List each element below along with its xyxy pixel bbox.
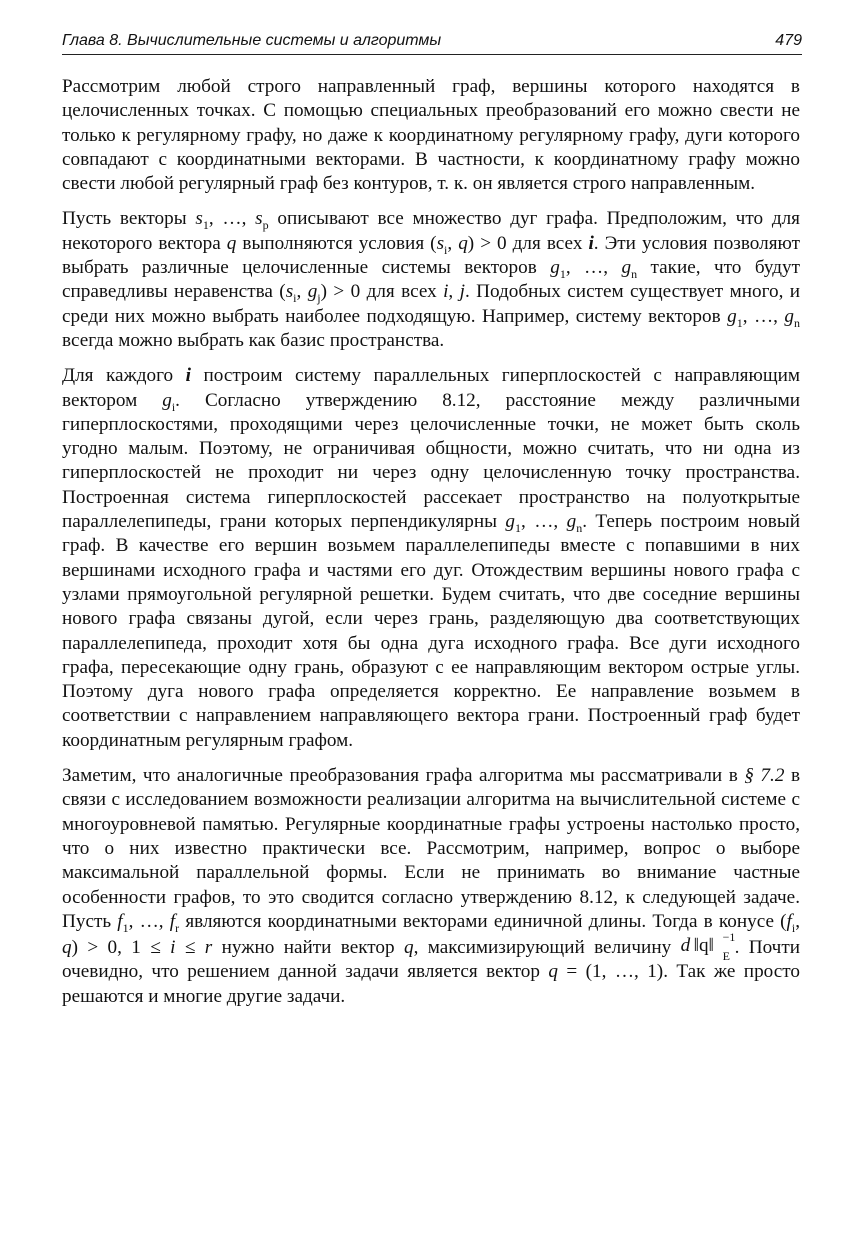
page-number: 479 (775, 32, 802, 49)
running-header (62, 30, 802, 55)
paragraph-1: Рассмотрим любой строго направленный граф, вершины которого находятся в целочисленных точках. С помощью специальных преобразований его можно свести не только к регулярному графу, но даже к координатному регулярному графу, дуги которого совпадают с координатными векторами. В частности, к координатному графу можно свести любой регулярный граф без контуров, т. к. он является строго направленным. (62, 76, 800, 195)
paragraph-3: Для каждого i построим систему параллельных гиперплоскостей с направляющим вектором $g_i$. Согласно утверждению 8.12, расстояние между различными гиперплоскостями, проходящими через целочисленные точки, не может быть сколь угодно малым. Поэтому, не ограничивая общности, можно считать, что ни одна из гиперплоскостей не проходит ни через одну целочисленную точку пространства. Построенная система гиперплоскостей рассекает пространство на полуоткрытые параллелепипеды, грани которых перпендикулярны $g_1$, …, $g_n$. Теперь построим новый граф. В качестве его вершин возьмем параллелепипеды вместе с попавшими в них вершинами исходного графа и частями его дуг. Отождествим вершины нового графа с узлами прямоугольной регулярной решетки. Будем считать, что две соседние вершины нового графа связаны дугой, если через грань, разделяющую два соответствующих параллелепипеда, проходит хотя бы одна дуга исходного графа. Все дуги исходного графа, пересекающие одну грань, образуют с ее направляющим вектором острые углы. Поэтому дуга нового графа определяется корректно. Ее направление возьмем в соответствии с направлением направляющего вектора грани. Построенный граф будет координатным регулярным графом. (62, 365, 800, 751)
chapter-title: Глава 8. Вычислительные системы и алгоритмы (62, 32, 442, 49)
paragraph-4: Заметим, что аналогичные преобразования графа алгоритма мы рассматривали в § 7.2 в связи с исследованием возможности реализации алгоритма на вычислительной системе с многоуровневой памятью. Регулярные координатные графы устроены настолько просто, что о них известно практически все. Рассмотрим, например, вопрос о выборе максимальной параллельной формы. Если не принимать во внимание частные особенности графов, то это сводится согласно утверждению 8.12, к следующей задаче. Пусть $f_1$, …, $f_r$ являются координатными векторами единичной длины. Тогда в конусе ($f_i$, q) > 0, 1 ≤ i ≤ r нужно найти вектор q, максимизирующий величину d ‖q‖ −1 E . Почти очевидно, что решением данной задачи является вектор q = (1, …, 1). Так же просто решаются и многие другие задачи. (62, 765, 801, 1007)
page-body (62, 75, 800, 1020)
paragraph-2: Пусть векторы $s_1$, …, $s_p$ описывают все множество дуг графа. Предположим, что для некоторого вектора q выполняются условия ($s_i$, q) > 0 для всех i. Эти условия позволяют выбрать различные целочисленные системы векторов $g_1$, …, $g_n$ такие, что будут справедливы неравенства ($s_i$, $g_j) > 0$ для всех i, j. Подобных систем существует много, и среди них можно выбрать наиболее подходящую. Например, систему векторов $g_1$, …, $g_n$ всегда можно выбрать как базис пространства. (62, 208, 801, 351)
